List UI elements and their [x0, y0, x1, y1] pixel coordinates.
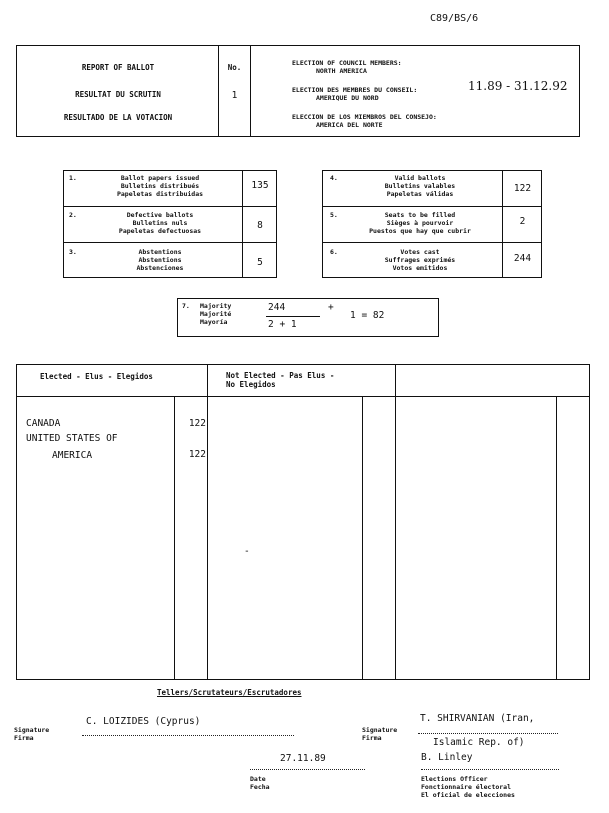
majority-label [200, 302, 231, 326]
stats-right-row-line-2 [322, 242, 542, 243]
stat-1-fr: Bulletins distribués [120, 182, 200, 190]
majority-es: Mayoría [200, 318, 228, 326]
document-reference: C89/BS/6 [430, 13, 479, 24]
stat-4-label [340, 174, 500, 198]
officer-title-en: Elections Officer [421, 775, 488, 783]
results-header-line [16, 396, 590, 397]
teller-2-name-line-2: Islamic Rep. of) [433, 737, 525, 748]
elected-name-2-line-2: AMERICA [52, 450, 93, 461]
stat-6-label [340, 248, 500, 272]
stat-1-index: 1. [69, 174, 77, 182]
stat-6-es: Votos emitidos [392, 264, 448, 272]
stat-2-en: Defective ballots [126, 211, 194, 219]
officer-title-fr: Fonctionnaire électoral [421, 783, 512, 791]
officer-name: B. Linley [421, 752, 473, 763]
results-col-divider-2 [395, 364, 396, 680]
date-label [250, 775, 270, 791]
date-label-en: Date [250, 775, 266, 783]
stat-6-value: 244 [513, 253, 532, 264]
results-table [16, 364, 590, 680]
signature-label-en-right: Signature [362, 726, 398, 734]
stats-left-row-line-2 [63, 242, 277, 243]
date-line [250, 769, 365, 770]
report-title-en: REPORT OF BALLOT [81, 63, 155, 72]
elected-votes-1: 122 [188, 418, 206, 429]
stat-2-fr: Bulletins nuls [132, 219, 188, 227]
signature-label-left [14, 726, 49, 742]
election-title-es [292, 113, 437, 129]
fraction-bar [266, 316, 320, 317]
stat-4-value: 122 [513, 183, 532, 194]
stat-3-value: 5 [257, 257, 263, 268]
stat-1-label [80, 174, 240, 198]
date-label-es: Fecha [250, 783, 270, 791]
elected-name-2-line-1: UNITED STATES OF [26, 433, 118, 444]
majority-en: Majority [200, 302, 232, 310]
teller-2-name-line-1: T. SHIRVANIAN (Iran, [420, 713, 535, 724]
stat-4-fr: Bulletins valables [384, 182, 456, 190]
stat-3-label [80, 248, 240, 272]
stat-1-value: 135 [251, 180, 269, 191]
ballot-number: 1 [231, 90, 238, 101]
report-title-es: RESULTADO DE LA VOTACION [63, 113, 173, 122]
header-divider-2 [250, 45, 251, 137]
stat-4-en: Valid ballots [394, 174, 446, 182]
stat-4-index: 4. [330, 174, 338, 182]
not-elected-dash: - [244, 546, 250, 557]
extra-votes-divider [556, 396, 557, 680]
signature-label-es-right: Firma [362, 734, 382, 742]
majority-index: 7. [182, 302, 190, 310]
number-label: No. [227, 63, 242, 72]
results-col-divider-1 [207, 364, 208, 680]
stat-2-index: 2. [69, 211, 77, 219]
majority-result: 1 = 82 [350, 310, 385, 321]
stat-3-index: 3. [69, 248, 77, 256]
officer-title-es: El oficial de elecciones [421, 791, 515, 799]
officer-title [421, 775, 515, 799]
stat-5-es: Puestos que hay que cubrir [369, 227, 471, 235]
teller-1-signature-line [82, 735, 294, 736]
election-title-en [292, 59, 402, 75]
election-en-line-1: ELECTION OF COUNCIL MEMBERS: [292, 59, 402, 67]
stats-left-row-line-1 [63, 206, 277, 207]
stat-1-es: Papeletas distribuidas [116, 190, 204, 198]
report-title-fr: RESULTAT DU SCRUTIN [75, 90, 161, 99]
majority-plus: + [328, 302, 334, 313]
stat-4-es: Papeletas válidas [386, 190, 454, 198]
election-period: 11.89 - 31.12.92 [468, 79, 568, 93]
stat-5-index: 5. [330, 211, 338, 219]
elected-name-1: CANADA [26, 418, 61, 429]
election-fr-line-2: AMERIQUE DU NORD [316, 94, 379, 102]
stat-5-value: 2 [519, 216, 526, 227]
stat-6-fr: Suffrages exprimés [384, 256, 456, 264]
stat-6-en: Votes cast [400, 248, 440, 256]
not-elected-header [226, 372, 334, 389]
stat-2-es: Papeletas defectuosas [118, 227, 202, 235]
stat-5-fr: Sièges à pourvoir [386, 219, 454, 227]
elected-header: Elected - Elus - Elegidos [40, 372, 153, 381]
date-value: 27.11.89 [280, 753, 326, 764]
signature-label-es-left: Firma [14, 734, 34, 742]
stat-3-es: Abstenciones [136, 264, 184, 272]
majority-fr: Majorité [200, 310, 232, 318]
not-elected-header-line-1: Not Elected - Pas Elus - [226, 371, 335, 380]
teller-2-signature-line [418, 733, 558, 734]
election-es-line-1: ELECCION DE LOS MIEMBROS DEL CONSEJO: [292, 113, 437, 121]
stats-right-row-line-1 [322, 206, 542, 207]
stat-1-en: Ballot papers issued [120, 174, 200, 182]
officer-signature-line [421, 769, 559, 770]
not-elected-votes-divider [362, 396, 363, 680]
stat-2-label [80, 211, 240, 235]
stat-5-en: Seats to be filled [384, 211, 456, 219]
majority-denominator: 2 + 1 [268, 319, 297, 330]
majority-numerator: 244 [268, 302, 286, 313]
elected-votes-2: 122 [188, 449, 206, 460]
election-fr-line-1: ELECTION DES MEMBRES DU CONSEIL: [292, 86, 418, 94]
election-title-fr [292, 86, 417, 102]
signature-label-right [362, 726, 397, 742]
stat-6-index: 6. [330, 248, 338, 256]
election-es-line-2: AMERICA DEL NORTE [316, 121, 383, 129]
signature-label-en-left: Signature [14, 726, 50, 734]
tellers-title: Tellers/Scrutateurs/Escrutadores [157, 688, 302, 697]
not-elected-header-line-2: No Elegidos [226, 379, 276, 389]
election-en-line-2: NORTH AMERICA [316, 67, 367, 75]
teller-1-name: C. LOIZIDES (Cyprus) [86, 716, 201, 727]
stat-3-fr: Abstentions [138, 256, 182, 264]
elected-votes-divider [174, 396, 175, 680]
stat-2-value: 8 [257, 220, 263, 231]
stat-3-en: Abstentions [138, 248, 182, 256]
stat-5-label [340, 211, 500, 235]
